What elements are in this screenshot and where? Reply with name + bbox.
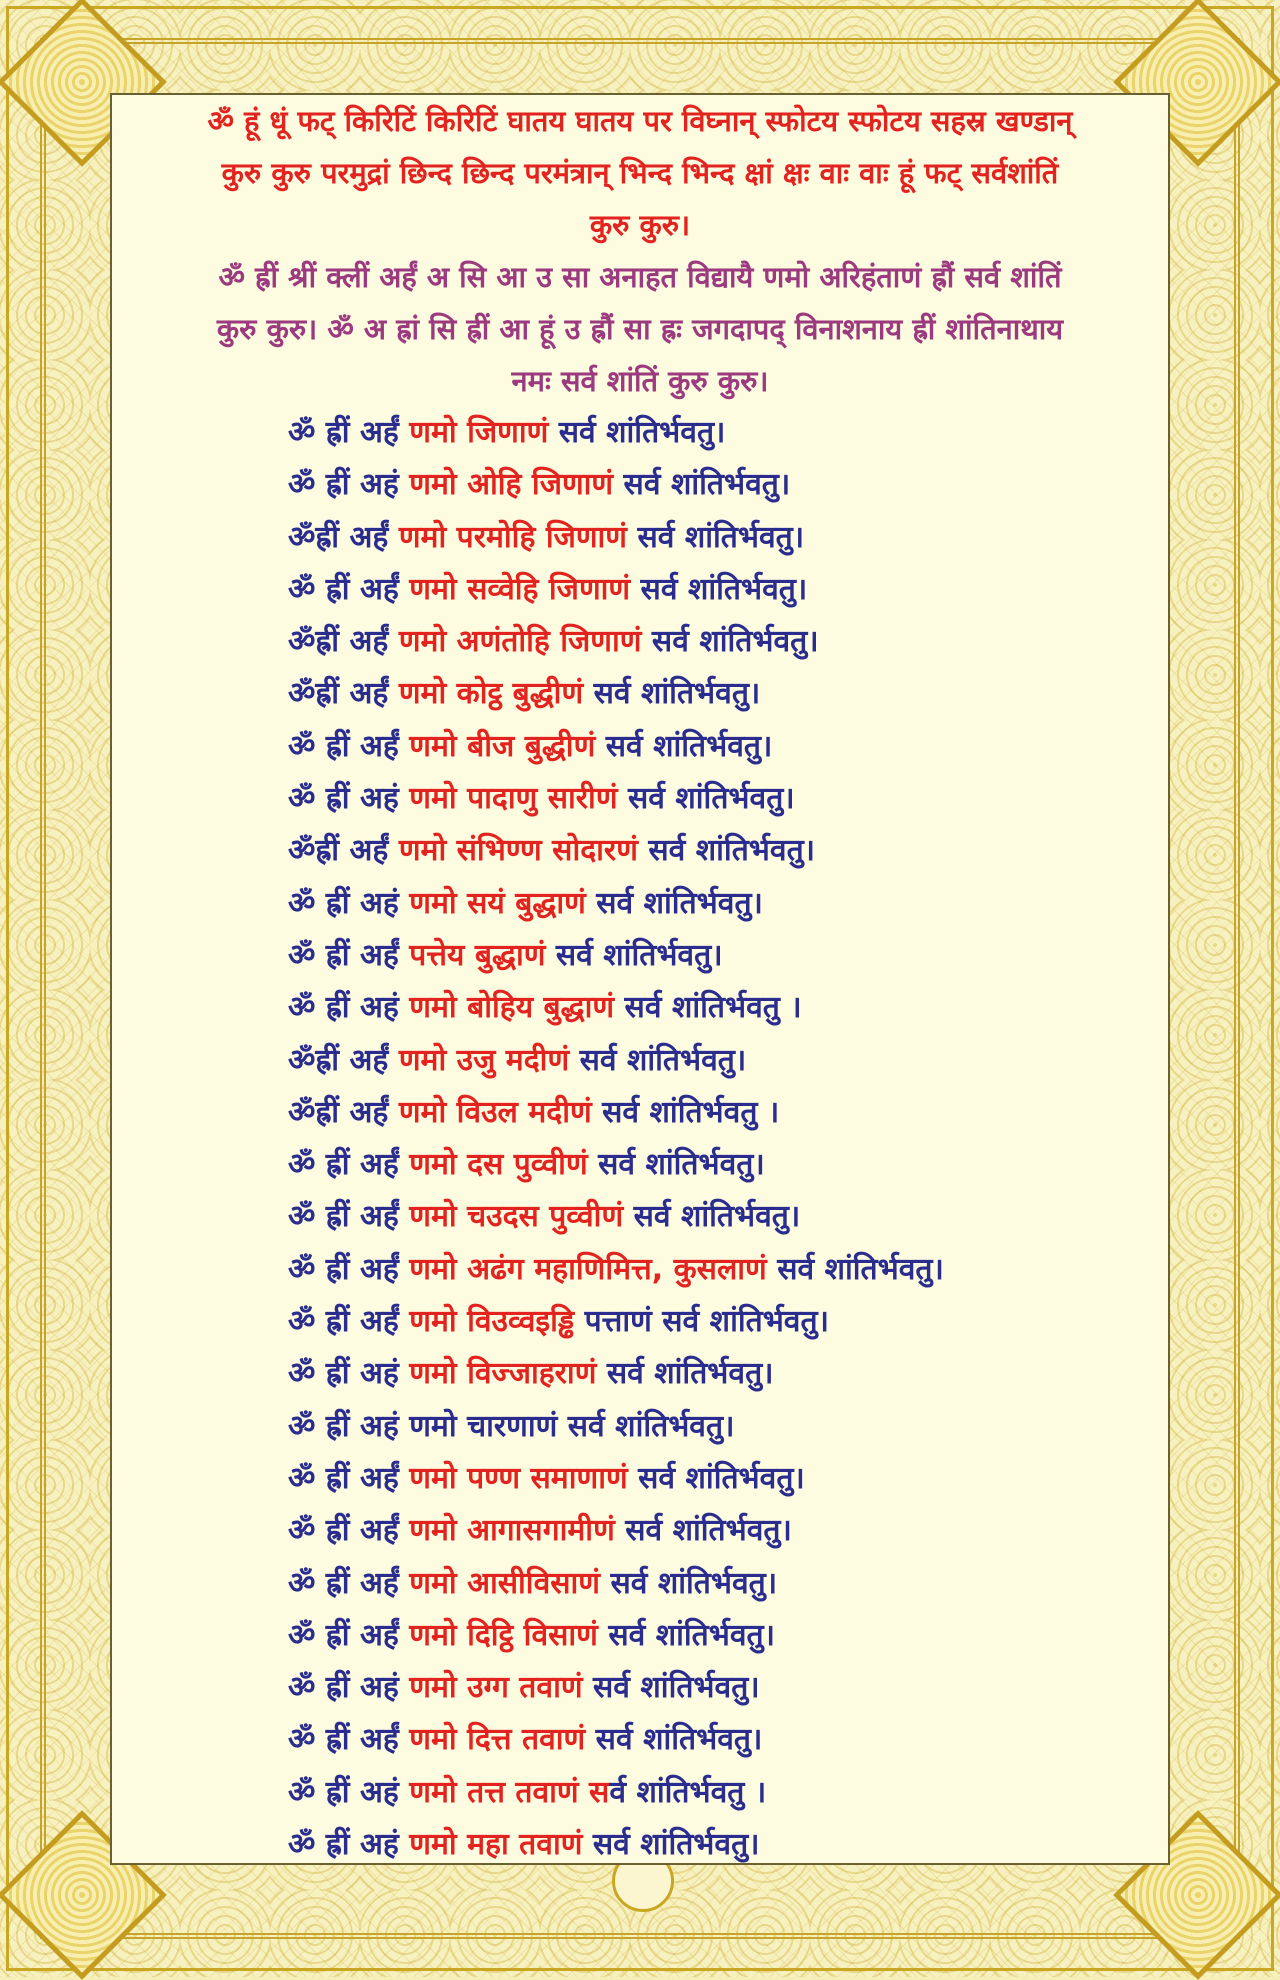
mantra-suffix: सर्व शांतिर्भवतु। xyxy=(617,781,795,817)
mantra-prefix: ॐ ह्रीं अहं xyxy=(288,467,410,503)
header-line: ॐ ह्रीं श्रीं क्लीं अर्हं अ सि आ उ सा अनाहत विद्यायै णमो अरिहंताणं ह्रौं सर्व शांतिं xyxy=(218,260,1062,294)
mantra-line xyxy=(288,878,944,930)
mantra-line xyxy=(288,1558,944,1610)
mantra-suffix: सर्व शांतिर्भवतु। xyxy=(585,885,763,921)
mantra-suffix: सर्व शांतिर्भवतु। xyxy=(583,676,761,712)
mantra-suffix: सर्व शांतिर्भवतु । xyxy=(591,1094,780,1130)
mantra-salutation: णमो संभिण्ण सोदारणं xyxy=(398,833,638,869)
mantra-salutation: णमो अणंतोहि जिणाणं xyxy=(398,624,642,660)
mantra-line xyxy=(288,1662,944,1714)
mantra-list xyxy=(288,407,944,1871)
mantra-prefix: ॐ ह्रीं अहं xyxy=(288,1827,410,1863)
mantra-suffix: र्व शांतिर्भवतु । xyxy=(609,1774,767,1810)
mantra-salutation: णमो बोहिय बुद्धाणं xyxy=(409,990,615,1026)
header-mantra-red xyxy=(112,95,1168,251)
mantra-salutation: णमो कोट्ठ बुद्धीणं xyxy=(398,676,584,712)
mantra-salutation: णमो पादाणु सारीणं xyxy=(409,781,618,817)
mantra-salutation: णमो दिट्ठि विसाणं xyxy=(409,1617,598,1653)
mantra-suffix: सर्व शांतिर्भवतु। xyxy=(545,937,723,973)
mantra-line xyxy=(288,1296,944,1348)
mantra-salutation: णमो चउदस पुव्वीणं xyxy=(409,1199,624,1235)
mantra-line xyxy=(288,1505,944,1557)
mantra-line xyxy=(288,407,944,459)
mantra-suffix: सर्व शांतिर्भवतु। xyxy=(596,1356,774,1392)
mantra-prefix: ॐ ह्रीं अर्हं xyxy=(288,571,410,607)
mantra-prefix: ॐ ह्रीं अहं xyxy=(288,990,410,1026)
mantra-line xyxy=(288,1139,944,1191)
mantra-salutation: णमो दस पुव्वीणं xyxy=(409,1147,588,1183)
mantra-prefix: ॐ ह्रीं अर्हं xyxy=(288,1565,410,1601)
mantra-prefix: ॐ ह्रीं अर्हं xyxy=(288,1513,410,1549)
mantra-prefix: ॐ ह्रीं अर्हं xyxy=(288,1147,410,1183)
mantra-prefix: ॐ ह्रीं अहं xyxy=(288,1774,410,1810)
mantra-salutation: णमो परमोहि जिणाणं xyxy=(398,519,628,555)
header-line: कुरु कुरु। xyxy=(589,208,691,242)
mantra-line xyxy=(288,616,944,668)
mantra-suffix: सर्व शांतिर्भवतु। xyxy=(627,519,805,555)
mantra-prefix: ॐ ह्रीं अर्हं xyxy=(288,1460,410,1496)
mantra-suffix: सर्व शांतिर्भवतु । xyxy=(614,990,802,1026)
mantra-suffix: सर्व शांतिर्भवतु। xyxy=(614,1513,792,1549)
header-line: ॐ हूं धूं फट् किरिटिं किरिटिं घातय घातय पर विघ्नान् स्फोटय स्फोटय सहस्र खण्डान् xyxy=(207,104,1073,138)
mantra-prefix: ॐ ह्रीं अर्हं xyxy=(288,728,410,764)
mantra-line xyxy=(288,1610,944,1662)
mantra-prefix: ॐ ह्रीं अहं xyxy=(288,1356,410,1392)
mantra-salutation: णमो महा तवाणं xyxy=(409,1827,583,1863)
mantra-salutation: णमो बीज बुद्धीणं xyxy=(409,728,596,764)
mantra-salutation: णमो तत्त तवाणं स xyxy=(409,1774,610,1810)
mantra-suffix: सर्व शांतिर्भवतु। xyxy=(595,728,773,764)
mantra-salutation: णमो पण्ण समाणाणं xyxy=(409,1460,628,1496)
mantra-suffix: सर्व शांतिर्भवतु। xyxy=(600,1565,778,1601)
mantra-salutation: णमो सव्वेहि जिणाणं xyxy=(409,571,631,607)
header-mantra-purple xyxy=(112,251,1168,407)
mantra-suffix: सर्व शांतिर्भवतु। xyxy=(623,1199,801,1235)
mantra-prefix: ॐ ह्रीं अर्हं xyxy=(288,1304,410,1340)
mantra-prefix: ॐ ह्रीं अर्हं xyxy=(288,1722,410,1758)
mantra-suffix: पत्ताणं सर्व शांतिर्भवतु। xyxy=(574,1304,829,1340)
mantra-line xyxy=(288,1819,944,1871)
mantra-line xyxy=(288,1767,944,1819)
mantra-salutation: णमो आसीविसाणं xyxy=(409,1565,600,1601)
mantra-salutation: णमो उग्ग तवाणं xyxy=(409,1670,583,1706)
mantra-suffix: सर्व शांतिर्भवतु। xyxy=(597,1617,776,1653)
header-line: कुरु कुरु। ॐ अ ह्रां सि ह्रीं आ हूं उ ह्रौं सा ह्रः जगदापद् विनाशनाय ह्रीं शांतिनाथाय xyxy=(216,312,1064,346)
mantra-salutation: णमो विउव्वइड्ढि xyxy=(409,1304,575,1340)
header-line: कुरु कुरु परमुद्रां छिन्द छिन्द परमंत्रान् भिन्द भिन्द क्षां क्षः वाः वाः हूं फट् सर्वशांतिं xyxy=(221,156,1059,190)
mantra-salutation: पत्तेय बुद्धाणं xyxy=(409,937,546,973)
mantra-line xyxy=(288,564,944,616)
mantra-prefix: ॐह्रीं अर्हं xyxy=(288,1042,399,1078)
mantra-suffix: सर्व शांतिर्भवतु। xyxy=(585,1722,763,1758)
mantra-suffix: सर्व शांतिर्भवतु। xyxy=(627,1460,805,1496)
mantra-prefix: ॐह्रीं अर्हं xyxy=(288,1094,399,1130)
mantra-suffix: सर्व शांतिर्भवतु। xyxy=(569,1042,747,1078)
mantra-prefix: ॐह्रीं अर्हं xyxy=(288,833,399,869)
mantra-line xyxy=(288,668,944,720)
mantra-line xyxy=(288,1191,944,1243)
mantra-suffix: सर्व शांतिर्भवतु। xyxy=(613,467,791,503)
mantra-prefix: ॐ ह्रीं अर्हं xyxy=(288,415,410,450)
mantra-suffix: सर्व शांतिर्भवतु। xyxy=(637,833,816,869)
mantra-prefix: ॐ ह्रीं अर्हं xyxy=(288,937,410,973)
mantra-line xyxy=(288,1453,944,1505)
mantra-line xyxy=(288,1087,944,1139)
mantra-prefix: ॐ ह्रीं अहं xyxy=(288,1670,410,1706)
mantra-salutation: णमो जिणाणं xyxy=(409,415,549,450)
mantra-line xyxy=(288,1035,944,1087)
mantra-line xyxy=(288,1714,944,1766)
mantra-salutation: णमो ओहि जिणाणं xyxy=(409,467,614,503)
mantra-suffix: सर्व शांतिर्भवतु। xyxy=(582,1827,760,1863)
mantra-prefix: ॐ ह्रीं अहं xyxy=(288,781,410,817)
mantra-suffix: सर्व शांतिर्भवतु। xyxy=(587,1147,765,1183)
mantra-prefix: ॐ ह्रीं अहं xyxy=(288,885,410,921)
mantra-prefix: ॐ ह्रीं अहं णमो चारणाणं सर्व शांतिर्भवतु। xyxy=(288,1408,735,1444)
mantra-salutation: णमो विउल मदीणं xyxy=(398,1094,592,1130)
mantra-salutation: णमो आगासगामीणं xyxy=(409,1513,615,1549)
mantra-line xyxy=(288,825,944,877)
mantra-suffix: सर्व शांतिर्भवतु। xyxy=(548,415,726,450)
mantra-suffix: सर्व शांतिर्भवतु। xyxy=(641,624,819,660)
mantra-salutation: णमो अढंग महाणिमित्त, कुसलाणं xyxy=(409,1251,767,1287)
mantra-line xyxy=(288,1401,944,1453)
mantra-line xyxy=(288,459,944,511)
mantra-line xyxy=(288,512,944,564)
mantra-prefix: ॐह्रीं अर्हं xyxy=(288,624,399,660)
mantra-line xyxy=(288,1348,944,1400)
mantra-suffix: सर्व शांतिर्भवतु। xyxy=(630,571,808,607)
mantra-line xyxy=(288,773,944,825)
mantra-prefix: ॐ ह्रीं अर्हं xyxy=(288,1617,410,1653)
mantra-prefix: ॐ ह्रीं अर्हं xyxy=(288,1199,410,1235)
mantra-prefix: ॐ ह्रीं अर्हं xyxy=(288,1251,410,1287)
mantra-line xyxy=(288,930,944,982)
mantra-line xyxy=(288,982,944,1034)
mantra-salutation: णमो विज्जाहराणं xyxy=(409,1356,597,1392)
header-line: नमः सर्व शांतिं कुरु कुरु। xyxy=(511,364,769,398)
mantra-prefix: ॐह्रीं अर्हं xyxy=(288,676,399,712)
mantra-salutation: णमो दित्त तवाणं xyxy=(409,1722,586,1758)
mantra-salutation: णमो उजु मदीणं xyxy=(398,1042,570,1078)
mantra-panel xyxy=(110,93,1170,1865)
mantra-suffix: सर्व शांतिर्भवतु। xyxy=(766,1251,944,1287)
mantra-line xyxy=(288,721,944,773)
mantra-suffix: सर्व शांतिर्भवतु। xyxy=(582,1670,760,1706)
mantra-prefix: ॐह्रीं अर्हं xyxy=(288,519,399,555)
mantra-salutation: णमो सयं बुद्धाणं xyxy=(409,885,586,921)
mantra-line xyxy=(288,1244,944,1296)
